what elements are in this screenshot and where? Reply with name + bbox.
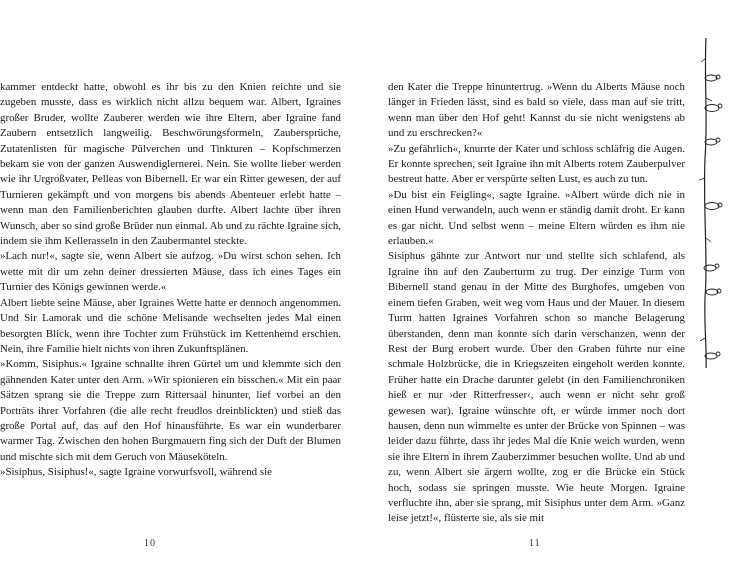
paragraph: den Kater die Treppe hinuntertrug. »Wenn du Alberts Mäuse noch länger in Frieden lässt, sind es bald so viele, dass man auf sie tritt, wenn man über den Hof geht! Kannst du sie nicht wenigstens ab und zu erschrecken?«: [388, 81, 685, 140]
paragraph: Sisiphus gähnte zur Antwort nur und stellte sich schlafend, als Igraine ihn auf den Zauberturm zu trug. Der einzige Turm von Bibernell stand genau in der Mitte des Burghofes, umgeben von einem tiefen Graben, weit weg vom Haus und der Mauer. In diesem Turm hatten Igraines Vorfahren schon so manche Belagerung überstanden, denn man konnte sich darin verschanzen, wenn der Rest der Burg erobert wurde. Über den Graben führte nur eine schmale Holzbrücke, die in Kriegszeiten eingeholt werden konnte. Früher hatte ein Drache darunter gelebt (in den Familienchroniken hieß er nur ›der Ritterfresser‹, auch wenn er nicht sehr groß gewesen war). Igraine wünschte oft, er würde immer noch dort hausen, denn nun wimmelte es unter der Brücke von Spinnen – was leider dazu führte, dass ihr jedes Mal die Knie weich wurden, wenn sie ihre Eltern in ihrem Zauberzimmer besuchen wollte. Und ab und zu, wenn Albert sie ärgern wollte, zog er die Brücke ein Stück hoch, sodass sie springen musste. Wie heute Morgen. Igraine verfluchte ihn, aber sie sprang, mit Sisiphus unter dem Arm. »Ganz leise jetzt!«, flüsterte sie, als sie mit: [388, 250, 685, 525]
right-page-text: [388, 80, 685, 527]
paragraph: »Lach nur!«, sagte sie, wenn Albert sie aufzog. »Du wirst schon sehen. Ich wette mit dir um zehn deiner dressierten Mäuse, dass ich eines Tages ein Turnier des Königs gewinnen werde.«: [0, 250, 341, 294]
paragraph: »Komm, Sisiphus.« Igraine schnallte ihren Gürtel um und klemmte sich den gähnenden Kater unter den Arm. »Wir spionieren ein bisschen.« Mit ein paar Sätzen sprang sie die Treppe zum Rittersaal hinunter, lief vorbei an den Porträts ihrer Vorfahren (die alle recht freudlos dreinblickten) und stieß das große Portal auf, das auf den Hof hinausführte. Es war ein wunderbarer warmer Tag. Zwischen den hohen Burgmauern fing sich der Duft der Blumen und mischte sich mit dem Geruch von Mäuseköteln.: [0, 358, 341, 463]
paragraph: Albert liebte seine Mäuse, aber Igraines Wette hatte er dennoch angenommen. Und Sir Lamorak und die schöne Melisande wechselten jedes Mal einen besorgten Blick, wenn ihre Tochter zum Frühstück im Kettenhemd erschien. Nein, ihre Familie hielt nichts von ihren Zukunftsplänen.: [0, 296, 341, 355]
paragraph: »Zu gefährlich«, knurrte der Kater und schloss schläfrig die Augen. Er konnte sprechen, seit Igraine ihn mit Alberts rotem Zauberpulver bestreut hatte. Aber er verspürte selten Lust, es auch zu tun.: [388, 142, 685, 186]
paragraph: kammer entdeckt hatte, obwohl es ihr bis zu den Knien reichte und sie zugeben musste, dass es wirklich nicht allzu bequem war. Albert, Igraines großer Bruder, wollte Zauberer werden wie ihre Eltern, aber Igraine fand Zaubern entsetzlich langweilig. Beschwörungsformeln, Zaubersprüche, Zutatenlisten für magische Pülverchen und Tinkturen – Kopfschmerzen bekam sie von der ganzen Auswendiglernerei. Nein. Sie wollte lieber werden wie ihr Urgroßvater, Pelleas von Bibernell. Er war ein Ritter gewesen, der auf Turnieren gekämpft und von morgens bis abends Abenteuer erlebt hatte – wenn man den Familienberichten glauben durfte. Albert lachte über ihren Wunsch, aber so sind große Brüder nun einmal. Ab und zu rächte Igraine sich, indem sie ihm Kellerasseln in den Zaubermantel steckte.: [0, 81, 341, 248]
paragraph: »Sisiphus, Sisiphus!«, sagte Igraine vorwurfsvoll, während sie: [0, 466, 272, 479]
page-number-right: 11: [529, 538, 541, 549]
page-number-left: 10: [144, 538, 156, 549]
left-page-text: [0, 80, 341, 481]
paragraph: »Du bist ein Feigling«, sagte Igraine. »Albert würde dich nie in einen Hund verwandeln, auch wenn er ständig damit droht. Er kann es gar nicht. Und selbst wenn – meine Eltern würden es ihm nie erlauben.«: [388, 188, 685, 248]
mice-vine-icon: [692, 38, 729, 368]
